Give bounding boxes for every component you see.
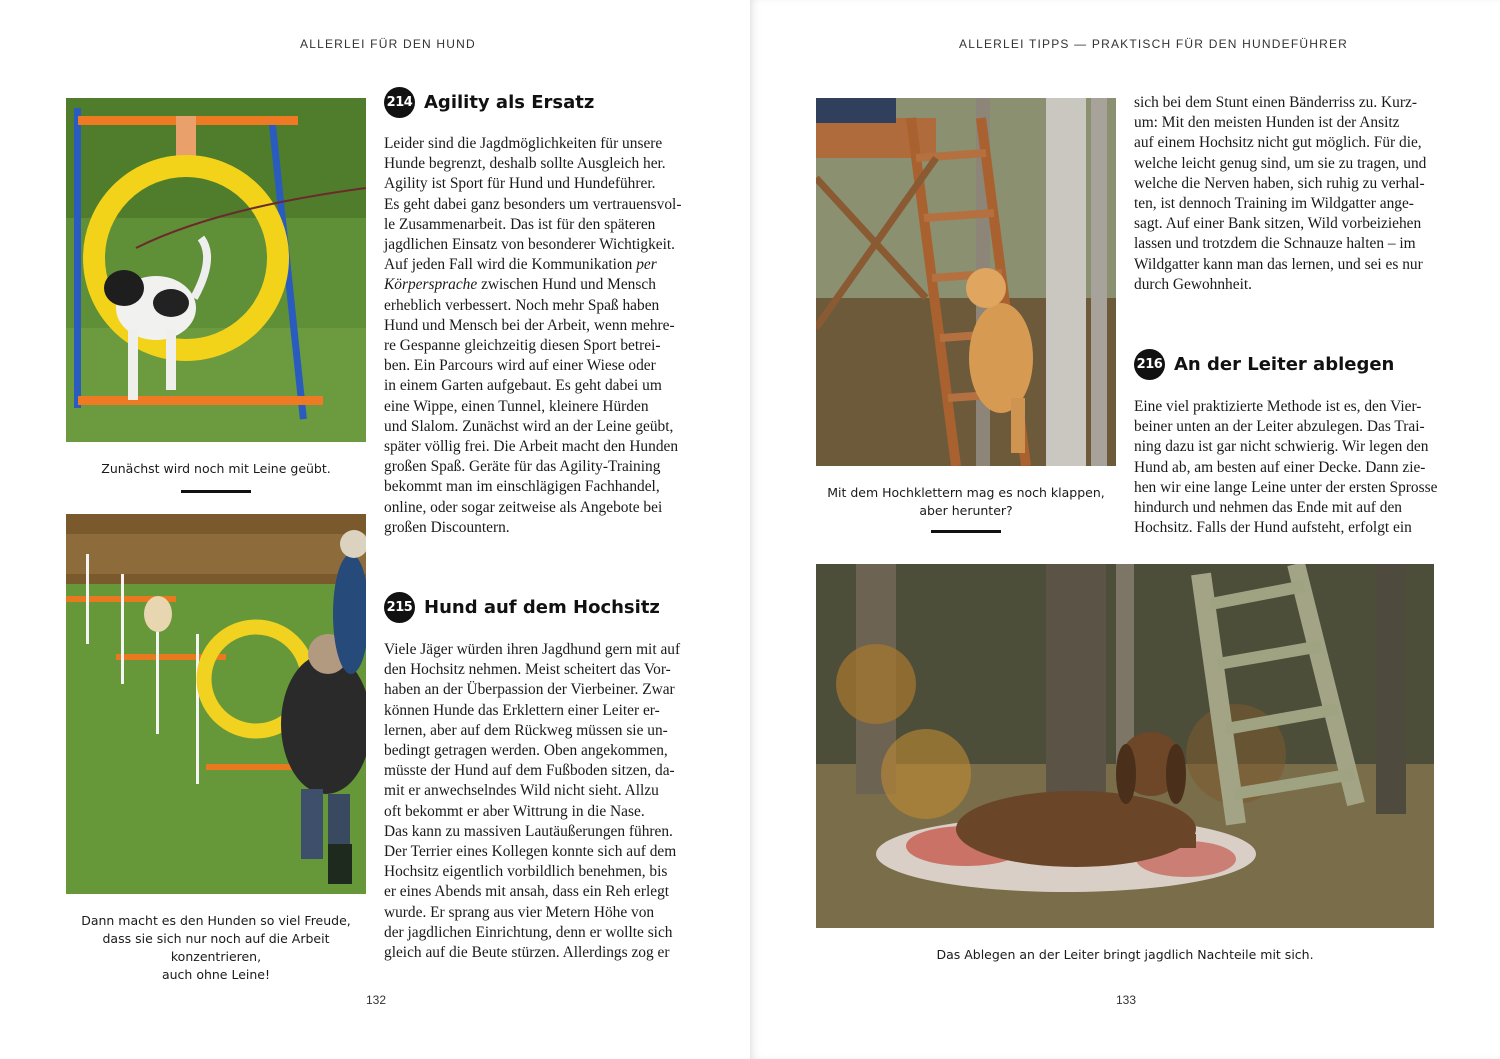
section-number-badge: 214: [384, 87, 415, 118]
right-page: [750, 0, 1500, 1059]
section-title: Agility als Ersatz: [424, 92, 595, 113]
section-body-214: Leider sind die Jagdmöglichkeiten für unsere Hunde begrenzt, deshalb sollte Ausgleich her. Agility ist Sport für Hund und Hundeführer. Es geht dabei ganz besonders um vertrauensvol- le Zusammenarbeit. Das ist für den späteren jagdlichen Einsatz von besonderer Wichtigkeit. Auf jeden Fall wird die Kommunikation per Körpersprache zwischen Hund und Mensch erheblich verbessert. Noch mehr Spaß haben Hund und Mensch bei der Arbeit, wenn mehre- re Gespanne gleichzeitig diesen Sport betrei- ben. Ein Parcours wird auf einer Wiese oder in einem Garten aufgebaut. Es geht dabei um eine Wippe, einen Tunnel, kleinere Hürden und Slalom. Zunächst wird an der Leine geübt, später völlig frei. Die Arbeit macht den Hunden großen Spaß. Geräte für das Agility-Training bekommt man im einschlägigen Fachhandel, online, oder sogar zeitweise als Angebote bei großen Discountern.: [384, 135, 682, 536]
caption-dog-ladder-lying: Das Ablegen an der Leiter bringt jagdlich Nachteile mit sich.: [936, 947, 1314, 962]
photo-dog-ladder: [816, 98, 1116, 466]
caption-dog-climb: Mit dem Hochklettern mag es noch klappen, aber herunter?: [827, 485, 1105, 518]
caption-agility-leash: Zunächst wird noch mit Leine geübt.: [101, 461, 331, 476]
caption-rule-2: [931, 530, 1001, 533]
page-number-right: 133: [1116, 993, 1137, 1007]
page-number-left: 132: [366, 993, 387, 1007]
section-number-badge: 216: [1134, 349, 1165, 380]
section-number-badge: 215: [384, 592, 415, 623]
section-body-215: Viele Jäger würden ihren Jagdhund gern mit auf den Hochsitz nehmen. Meist scheitert das Vor- haben an der Überpassion der Vierbeiner. Zwar können Hunde das Erklettern einer Leiter er- lernen, aber auf dem Rückweg müssen sie un- bedingt getragen werden. Oben angekommen, müsste der Hund auf dem Fußboden sitzen, da- mit er anwechselndes Wild nicht sieht. Allzu oft bekommt er aber Wittrung in die Nase. Das kann zu massiven Lautäußerungen führen. Der Terrier eines Kollegen konnte sich auf dem Hochsitz eigentlich vorbildlich benehmen, bis er eines Abends mit ansah, dass ein Reh erlegt wurde. Er sprang aus vier Metern Höhe von der jagdlichen Einrichtung, denn er wollte sich gleich auf die Beute stürzen. Allerdings zog er: [384, 641, 681, 962]
caption-rule-1: [181, 490, 251, 493]
running-head-right: ALLERLEI TIPPS — PRAKTISCH FÜR DEN HUNDEFÜHRER: [959, 37, 1349, 51]
section-heading-215: [384, 592, 660, 623]
section-body-215-continued: sich bei dem Stunt einen Bänderriss zu. Kurz- um: Mit den meisten Hunden ist der Ansitz auf einem Hochsitz nicht gut möglich. Für die, welche leicht genug sind, um sie zu tragen, und welche die Nerven haben, sich ruhig zu verhal- ten, ist dennoch Training im Wildgatter ange- sagt. Auf einer Bank sitzen, Wild vorbeiziehen lassen und trotzdem die Schnauze halten – im Wildgatter kann man das lernen, und sei es nur durch Gewohnheit.: [1134, 94, 1427, 293]
photo-agility-hoop: [66, 98, 366, 442]
section-body-216: Eine viel praktizierte Methode ist es, den Vier- beiner unten an der Leiter abzulegen. Das Trai- ning dazu ist gar nicht schwierig. Wir legen den Hund ab, am besten auf einer Decke. Dann zie- hen wir eine lange Leine unter der ersten Sprosse hindurch und nehmen das Ende mit auf den Hochsitz. Falls der Hund aufsteht, erfolgt ein: [1134, 398, 1438, 537]
section-heading-214: [384, 87, 594, 118]
section-title: An der Leiter ablegen: [1174, 354, 1395, 375]
section-title: Hund auf dem Hochsitz: [424, 597, 660, 618]
section-heading-216: [1134, 349, 1394, 380]
photo-dog-at-ladder: [816, 564, 1434, 928]
caption-agility-free: Dann macht es den Hunden so viel Freude, dass sie sich nur noch auf die Arbeit konzentrieren, auch ohne Leine!: [81, 913, 351, 982]
photo-agility-course: [66, 514, 366, 894]
running-head-left: ALLERLEI FÜR DEN HUND: [300, 37, 476, 51]
